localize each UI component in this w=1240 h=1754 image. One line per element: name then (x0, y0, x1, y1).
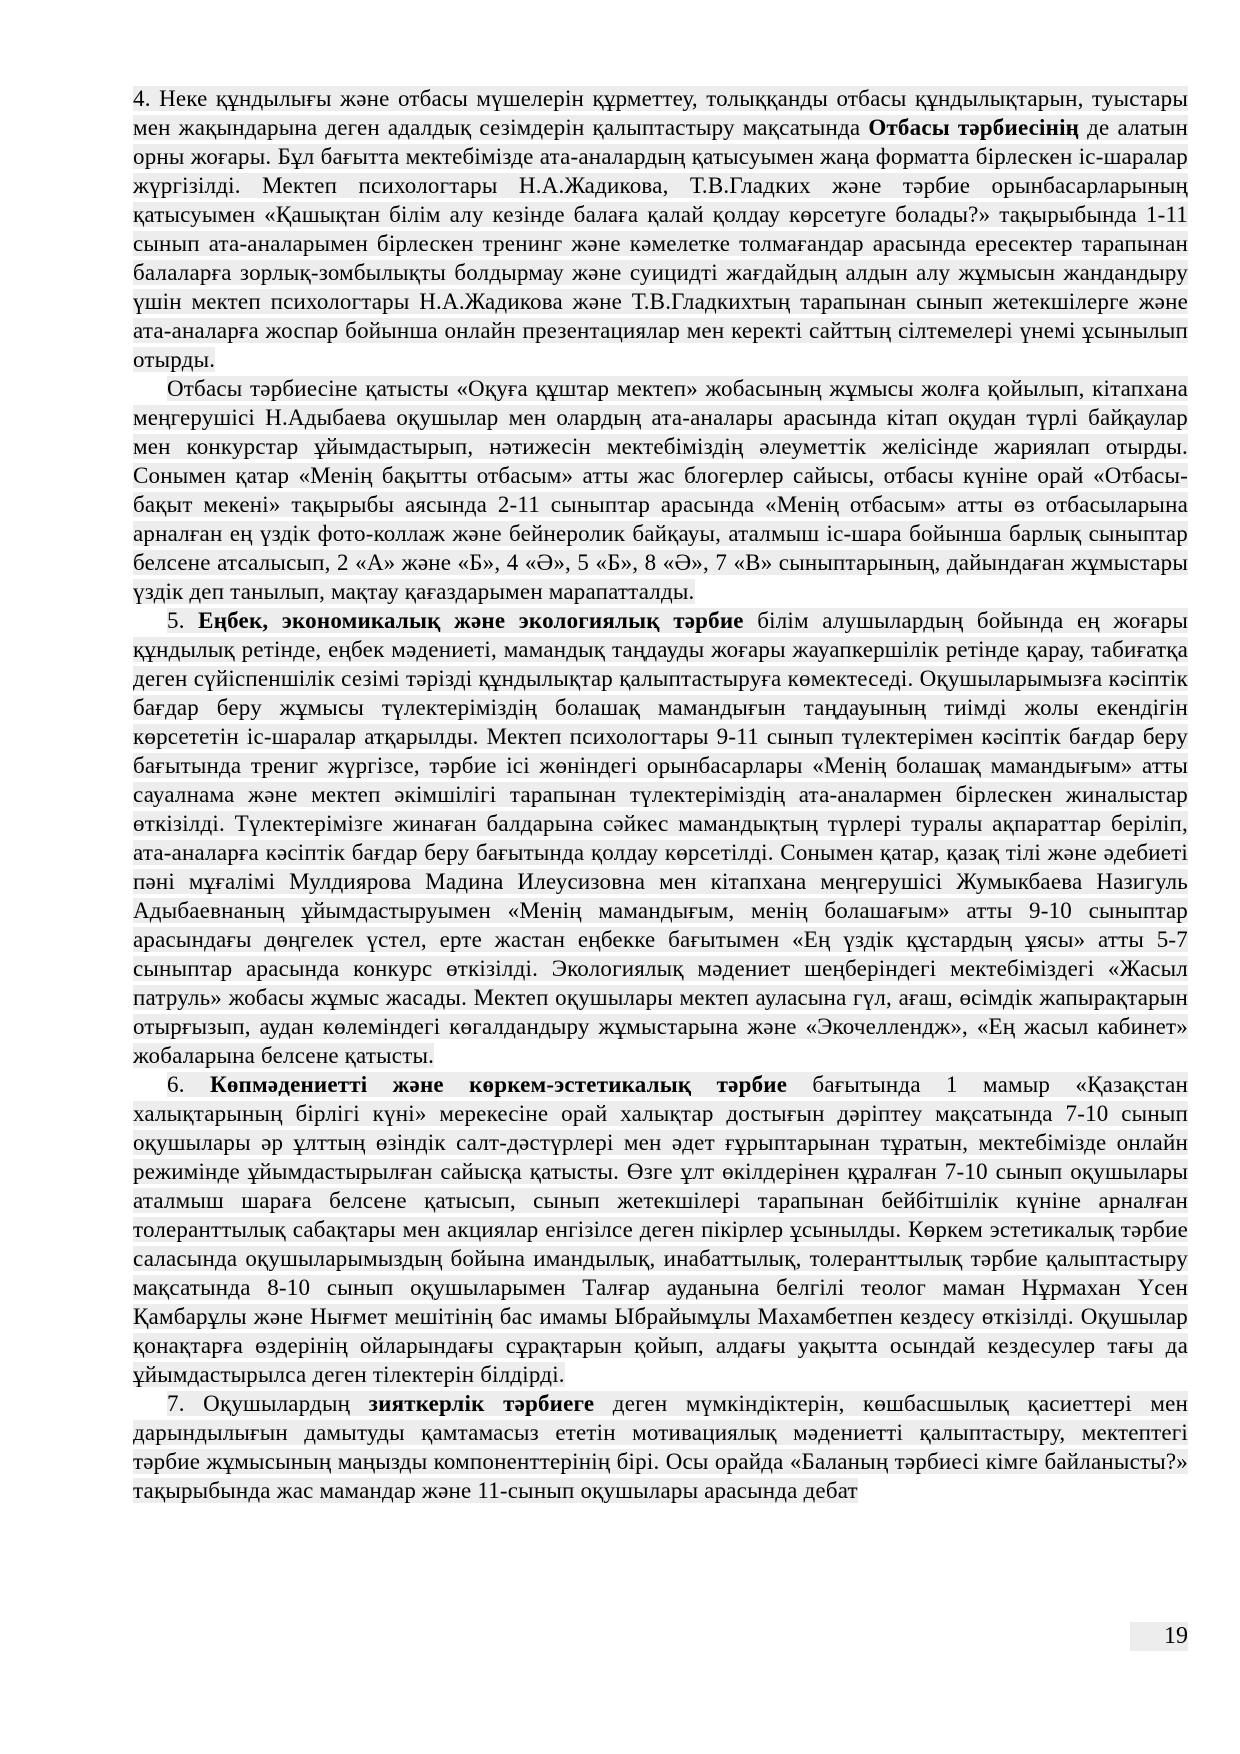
page-number: 19 (1130, 1622, 1188, 1651)
paragraph (133, 606, 1188, 1070)
paragraph (133, 84, 1188, 374)
text-run: деген мүмкіндіктерін, көшбасшылық қасиеттері мен дарындылығын дамытуды қамтамасыз ететін мотивациялық мәдениетті қалыптастыру, мектептегі тәрбие жұмысының маңызды компоненттерінің бірі. Осы орайда «Баланың тәрбиесі кімге байланысты?» тақырыбында жас мамандар және 11-сынып оқушылары арасында дебат (133, 1391, 1189, 1503)
bold-text-run: зияткерлік тәрбиеге (368, 1391, 595, 1416)
text-column (133, 84, 1188, 1505)
text-run: білім алушылардың бойында ең жоғары құндылық ретінде, еңбек мәдениеті, мамандық таңдауды жоғары жауапкершілік ретінде қарау, табиғатқа деген сүйіспеншілік сезімі тәрізді құндылықтар қалыптастыруға көмектеседі. Оқушыларымызға кәсіптік бағдар беру жұмысы түлектеріміздің болашақ мамандығын таңдауының тиімді жолы екендігін көрсететін іс-шаралар атқарылды. Мектеп психологтары 9-11 сынып түлектерімен кәсіптік бағдар беру бағытында трениг жүргізсе, тәрбие ісі жөніндегі орынбасарлары «Менің болашақ мамандығым» атты сауалнама және мектеп әкімшілігі тарапынан түлектеріміздің ата-аналармен бірлескен жиналыстар өткізілді. Түлектерімізге жинаған балдарына сәйкес мамандықтың түрлері туралы ақпараттар беріліп, ата-аналарға кәсіптік бағдар беру бағытында қолдау көрсетілді. Сонымен қатар, қазақ тілі және әдебиеті пәні мұғалімі Мулдиярова Мадина Илеусизовна мен кітапхана меңгерушісі Жумыкбаева Назигуль Адыбаевнаның ұйымдастыруымен «Менің мамандығым, менің болашағым» атты 9-10 сыныптар арасындағы дөңгелек үстел, ерте жастан еңбекке бағытымен «Ең үздік құстардың ұясы» атты 5-7 сыныптар арасында конкурс өткізілді. Экологиялық мәдениет шеңберіндегі мектебіміздегі «Жасыл патруль» жобасы жұмыс жасады. Мектеп оқушылары мектеп ауласына гүл, ағаш, өсімдік жапырақтарын отырғызып, аудан көлеміндегі көгалдандыру жұмыстарына және «Экочеллендж», «Ең жасыл кабинет» жобаларына белсене қатысты. (133, 608, 1188, 1068)
paragraph (133, 1389, 1188, 1505)
text-run: 7. Оқушылардың (167, 1391, 369, 1416)
paragraph (133, 374, 1188, 606)
text-run: бағытында 1 мамыр «Қазақстан халықтарының бірлігі күні» мерекесіне орай халықтар достығын дәріптеу мақсатында 7-10 сынып оқушылары әр ұлттың өзіндік салт-дәстүрлері мен әдет ғұрыптарынан тұратын, мектебімізде онлайн режимінде ұйымдастырылған сайысқа қатысты. Өзге ұлт өкілдерінен құралған 7-10 сынып оқушылары аталмыш шараға белсене қатысып, сынып жетекшілері тарапынан бейбітшілік күніне арналған толеранттылық сабақтары мен акциялар енгізілсе деген пікірлер ұсынылды. Көркем эстетикалық тәрбие саласында оқушыларымыздың бойына имандылық, инабаттылық, толеранттылық тәрбие қалыптастыру мақсатында 8-10 сынып оқушыларымен Талғар ауданына белгілі теолог маман Нұрмахан Үсен Қамбарұлы және Нығмет мешітінің бас имамы Ыбрайымұлы Махамбетпен кездесу өткізілді. Оқушылар қонақтарға өздерінің ойларындағы сұрақтарын қойып, алдағы уақытта осындай кездесулер тағы да ұйымдастырылса деген тілектерін білдірді. (133, 1072, 1188, 1387)
text-run: 4. Неке құндылығы және отбасы мүшелерін құрметтеу, толыққанды отбасы құндылықтарын, туыстары мен жақындарына деген адалдық сезімдерін қалыптастыру мақсатында (133, 86, 1188, 140)
bold-text-run: Еңбек, экономикалық және экологиялық тәрбие (198, 608, 744, 633)
text-run: 6. (167, 1072, 210, 1097)
paragraph (133, 1070, 1188, 1389)
text-run: 5. (167, 608, 199, 633)
bold-text-run: Көпмәдениетті және көркем-эстетикалық тәрбие (209, 1072, 788, 1097)
text-run: де алатын орны жоғары. Бұл бағытта мектебімізде ата-аналардың қатысуымен жаңа форматта бірлескен іс-шаралар жүргізілді. Мектеп психологтары Н.А.Жадикова, Т.В.Гладких және тәрбие орынбасарларының қатысуымен «Қашықтан білім алу кезінде балаға қалай қолдау көрсетуге болады?» тақырыбында 1-11 сынып ата-аналарымен бірлескен тренинг және кәмелетке толмағандар арасында ересектер тарапынан балаларға зорлық-зомбылықты болдырмау және суицидті жағдайдың алдын алу жұмысын жандандыру үшін мектеп психологтары Н.А.Жадикова және Т.В.Гладкихтың тарапынан сынып жетекшілерге және ата-аналарға жоспар бойынша онлайн презентациялар мен керекті сайттың сілтемелері үнемі ұсынылып отырды. (133, 115, 1188, 372)
text-run: Отбасы тәрбиесіне қатысты «Оқуға құштар мектеп» жобасының жұмысы жолға қойылып, кітапхана меңгерушісі Н.Адыбаева оқушылар мен олардың ата-аналары арасында кітап оқудан түрлі байқаулар мен конкурстар ұйымдастырып, нәтижесін мектебіміздің әлеуметтік желісінде жариялап отырды. Сонымен қатар «Менің бақытты отбасым» атты жас блогерлер сайысы, отбасы күніне орай «Отбасы-бақыт мекені» тақырыбы аясында 2-11 сыныптар арасында «Менің отбасым» атты өз отбасыларына арналған ең үздік фото-коллаж және бейнеролик байқауы, аталмыш іс-шара бойынша барлық сыныптар белсене атсалысып, 2 «А» және «Б», 4 «Ә», 5 «Б», 8 «Ә», 7 «В» сыныптарының, дайындаған жұмыстары үздік деп танылып, мақтау қағаздарымен марапатталды. (133, 376, 1188, 604)
bold-text-run: Отбасы тәрбиесінің (868, 115, 1080, 140)
